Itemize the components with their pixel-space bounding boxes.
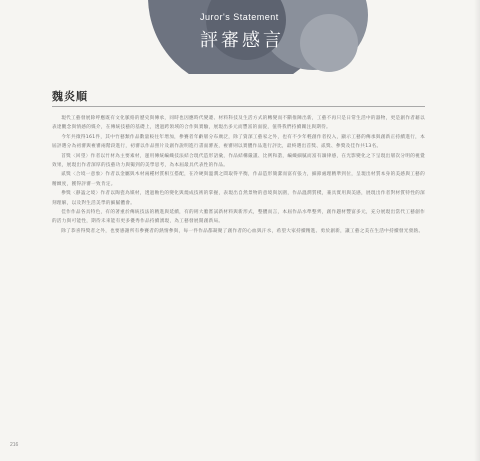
juror-name: 魏炎順 bbox=[52, 90, 88, 103]
paragraph: 現代工藝發展除呼應既有文化脈絡的歷史與傳承，同時也因應時代變遷、材料科技及生活方式的轉變而不斷推陳出新，工藝不再只是日常生活中的器物，更是創作者藉以表達觀念與情感的媒介，在傳統技藝的基礎上，透過跨領域的合作與實驗，展現出多元而豐富的面貌，值得我們持續關注與期待。 bbox=[52, 116, 425, 131]
paragraph: 除了恭喜得獎者之外，也要感謝所有參賽者的熱情參與，每一件作品都凝聚了創作者的心血與汗水，希望大家持續精進、勇於創新，讓工藝之美在生活中持續發光發熱。 bbox=[61, 228, 424, 234]
paragraph: 佳作作品各具特色，有的著重於傳統技法的精進與延續，有的則大膽嘗試新材料與新形式，整體而言，本屆作品水準整齊，創作題材豐富多元，充分展現出當代工藝創作的活力與可能性，期待未來能有更多優秀作品持續湧現，為工藝發展開創新局。 bbox=[52, 210, 425, 225]
divider bbox=[52, 106, 425, 107]
page-edge-shadow bbox=[474, 0, 480, 461]
header-title-zh: 評審感言 bbox=[200, 30, 284, 51]
header-banner bbox=[0, 0, 480, 74]
header-title-en: Juror's Statement bbox=[200, 12, 279, 22]
paragraph: 貳獎〈合境一意象〉作者以金屬與木材兩種材質相互搭配，在冷硬與溫潤之間取得平衡，作品造形簡潔而富有張力，細節處理精準到位，呈現出材質本身的美感與工藝的精緻度，獲得評審一致肯定。 bbox=[52, 172, 425, 187]
paragraph: 今年共徵得161件，其中竹藝類作品數量較往年增加，參賽者年齡層分布廣泛，除了資深工藝家之外，也有不少年輕創作者投入，顯示工藝的傳承與創新正持續進行，本屆評選分為初審與複審兩階段進行，初審以作品照片及創作說明進行書面審查，複審則以實體作品進行評比，最終選出首獎、貳獎、參獎及佳作共13名。 bbox=[52, 134, 425, 150]
page-number: 216 bbox=[10, 442, 19, 448]
statement-body bbox=[52, 114, 425, 236]
paragraph: 參獎〈靜謐之境〉作者以陶瓷為媒材，透過釉色的變化與燒成技術的掌握，表現出自然景物的意境與氛圍，作品溫潤質樸，兼具實用與美感，展現出作者對材質特性的深刻理解，以及對生活美學的細膩體會。 bbox=[52, 191, 425, 206]
paragraph: 首獎〈回望〉作者以竹材為主要素材，運用傳統編織技法結合現代造形語彙，作品結構嚴謹、比例和諧，編織細膩而富有韻律感，在光影變化之下呈現出層次分明的視覺效果，展現出作者深厚的技藝功力與獨到的美學思考，為本屆最具代表性的作品。 bbox=[52, 153, 425, 169]
